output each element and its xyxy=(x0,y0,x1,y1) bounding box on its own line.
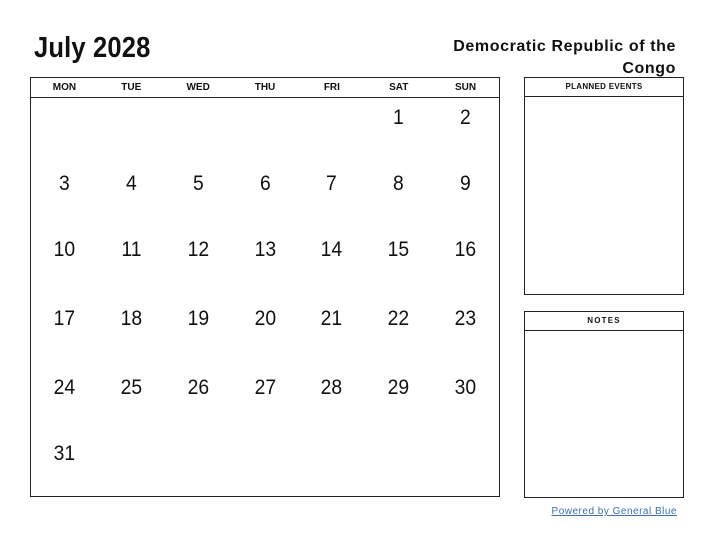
day-cell xyxy=(101,98,163,164)
week-row xyxy=(31,98,499,164)
day-cell: 27 xyxy=(254,376,276,399)
day-cell: 6 xyxy=(259,172,271,195)
weekday-mon: MON xyxy=(52,82,77,93)
day-cell: 9 xyxy=(460,172,471,195)
day-cell: 20 xyxy=(254,307,276,330)
week-row xyxy=(31,230,499,299)
weekday-sat: SAT xyxy=(389,82,409,93)
day-cell: 7 xyxy=(326,172,338,195)
day-cell: 14 xyxy=(321,238,343,261)
day-cell: 16 xyxy=(454,238,477,261)
day-cell: 1 xyxy=(393,106,405,129)
day-cell xyxy=(234,434,296,497)
day-cell: 23 xyxy=(454,307,477,330)
day-cell: 18 xyxy=(120,307,143,330)
weekday-fri: FRI xyxy=(323,82,340,93)
day-cell: 30 xyxy=(454,376,477,399)
week-row xyxy=(31,434,499,497)
day-cell: 26 xyxy=(187,376,209,399)
day-cell: 13 xyxy=(254,238,276,261)
day-cell xyxy=(167,434,229,497)
weekday-tue: TUE xyxy=(121,82,142,93)
weekday-thu: THU xyxy=(254,82,276,93)
day-cell: 22 xyxy=(387,307,410,330)
country-name: Democratic Republic of the Congo xyxy=(453,38,676,77)
day-cell xyxy=(34,98,96,164)
calendar-title: July 2028 xyxy=(34,32,151,64)
day-cell: 21 xyxy=(321,307,343,330)
planned-events-label: PLANNED EVENTS xyxy=(525,78,683,97)
day-cell: 4 xyxy=(125,172,137,195)
day-cell xyxy=(234,98,296,164)
day-cell: 10 xyxy=(53,238,76,261)
day-cell: 11 xyxy=(121,238,142,261)
day-cell xyxy=(167,98,229,164)
day-cell: 28 xyxy=(321,376,343,399)
notes-label: NOTES xyxy=(525,312,683,331)
day-cell: 19 xyxy=(187,307,209,330)
day-cell xyxy=(101,434,163,497)
day-cell: 15 xyxy=(387,238,410,261)
day-cell: 5 xyxy=(192,172,204,195)
day-cell: 29 xyxy=(387,376,410,399)
weeks-container xyxy=(31,98,499,497)
week-row xyxy=(31,368,499,434)
weekday-wed: WED xyxy=(186,82,210,93)
day-cell: 2 xyxy=(460,106,471,129)
day-cell xyxy=(368,434,430,497)
week-row xyxy=(31,164,499,230)
day-cell: 8 xyxy=(393,172,405,195)
day-cell: 17 xyxy=(53,307,76,330)
day-cell xyxy=(301,98,363,164)
day-cell: 24 xyxy=(53,376,76,399)
notes-panel xyxy=(524,311,684,498)
month-grid xyxy=(30,77,500,497)
weekday-sun: SUN xyxy=(455,82,477,93)
day-cell xyxy=(301,434,363,497)
week-row xyxy=(31,299,499,368)
day-cell: 12 xyxy=(187,238,209,261)
weekday-header xyxy=(31,78,499,98)
powered-by-link[interactable]: Powered by General Blue xyxy=(551,506,677,517)
day-cell: 3 xyxy=(59,172,70,195)
day-cell: 31 xyxy=(53,442,76,465)
day-cell xyxy=(435,434,497,497)
planned-events-panel xyxy=(524,77,684,295)
day-cell: 25 xyxy=(120,376,143,399)
